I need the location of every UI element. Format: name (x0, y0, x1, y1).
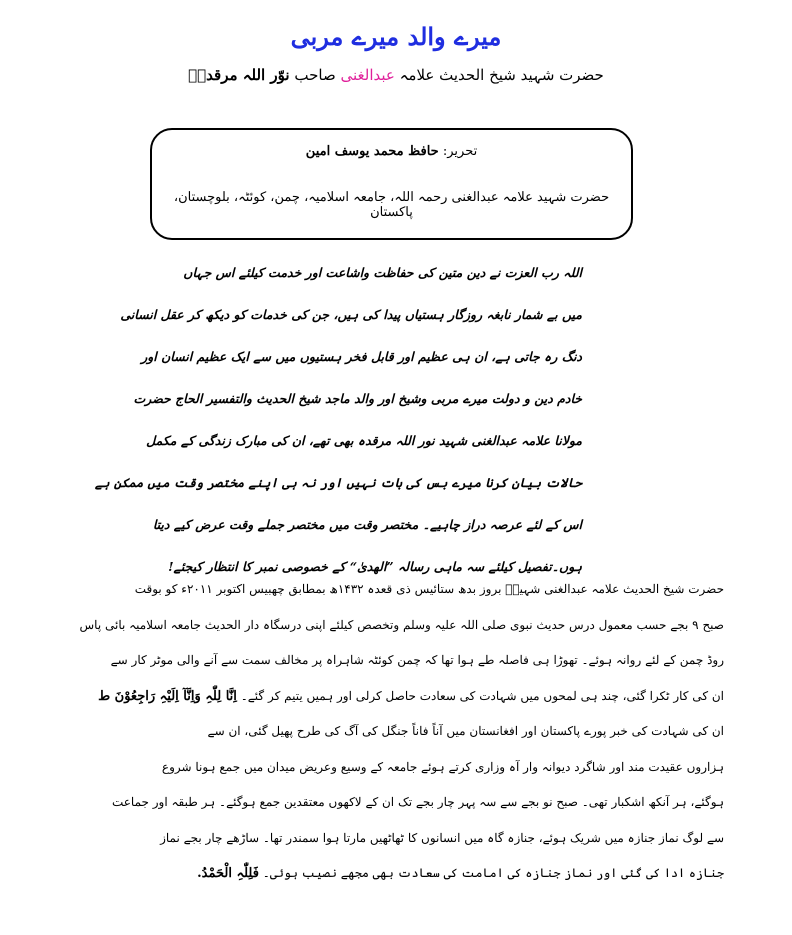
body-line: حضرت شیخ الحدیث علامہ عبدالغنی شہیدؒ بروز بدھ ستائیس ذی قعدہ ۱۴۳۲ھ بمطابق چھبیس اکتوبر ۲۰۱۱ء کو بوقت (134, 582, 724, 596)
body-line: روڈ چمن کے لئے روانہ ہوئے۔ تھوڑا ہی فاصلہ طے ہوا تھا کہ چمن کوئٹہ شاہراہ پر مخالف سمت سے آنے والی موٹر کار سے (110, 653, 724, 667)
author-byline (152, 144, 631, 159)
author-label: تحریر: (442, 144, 478, 159)
author-dedication: حضرت شہید علامہ عبدالغنی رحمہ اللہ، جامعہ اسلامیہ، چمن، کوئٹہ، بلوچستان، پاکستان (173, 190, 610, 220)
article-subtitle (0, 66, 792, 84)
body-text-span: جنازہ ادا کی گئی اور نماز جنازہ کی امامت کی سعادت بھی مجھے نصیب ہوئی۔ (262, 866, 724, 880)
author-name: حافظ محمد یوسف امین (305, 144, 439, 159)
intro-line: اس کے لئے عرصہ دراز چاہیے۔ مختصر وقت میں مختصر جملے وقت عرض کیے دیتا (152, 517, 582, 532)
body-line (68, 862, 724, 898)
intro-line: ہوں۔تفصیل کیلئے سہ ماہی رسالہ ”الھدیٰ“ کے خصوصی نمبر کا انتظار کیجئے! (168, 559, 582, 574)
intro-line: مولانا علامہ عبدالغنی شہید نور اللہ مرقدہ بھی تھے، ان کی مبارک زندگی کے مکمل (146, 433, 582, 448)
author-box (150, 128, 633, 240)
intro-paragraph (94, 262, 582, 598)
body-text-span: ان کی کار ٹکرا گئی، چند ہی لمحوں میں شہادت کی سعادت حاصل کرلی اور ہمیں یتیم کر گئے۔ (240, 688, 724, 703)
body-paragraph (68, 578, 724, 898)
body-line: ہوگئے، ہر آنکھ اشکبار تھی۔ صبح نو بجے سے سہ پہر چار بجے تک ان کے لاکھوں معتقدین جمع ہوگئے۔ ہر طبقہ اور جماعت (111, 795, 724, 809)
intro-line: دنگ رہ جاتی ہے، ان ہی عظیم اور قابل فخر ہستیوں میں سے ایک عظیم انسان اور (141, 349, 582, 364)
body-line: سے لوگ نماز جنازہ میں شریک ہوئے، جنازہ گاہ میں انسانوں کا ٹھاٹھیں مارتا ہوا سمندر تھا۔ ساڑھے چار بجے نماز (160, 830, 724, 845)
subtitle-honorific: نوّر اللہ مرقدہٗ (188, 66, 290, 84)
intro-line: میں بے شمار نابغہ روزگار ہستیاں پیدا کی ہیں، جن کی خدمات کو دیکھ کر عقل انسانی (120, 307, 582, 322)
article-title: میرے والد میرے مربی (290, 22, 502, 51)
body-line: ان کی شہادت کی خبر پورے پاکستان اور افغانستان میں آناً فاناً جنگل کی آگ کی طرح پھیل گئی، ان سے (207, 724, 724, 738)
intro-line: حالات بیان کرنا میرے بس کی بات نہیں اور نہ ہی اپنے مختصر وقت میں ممکن ہے (94, 475, 582, 490)
intro-line: خادم دین و دولت میرے مربی وشیخ اور والد ماجد شیخ الحدیث والتفسیر الحاج حضرت (133, 391, 582, 406)
subtitle-name: عبدالغنی (340, 66, 395, 84)
body-line (68, 685, 724, 721)
quran-phrase: فَلِلّٰہِ الْحَمْدُ. (197, 866, 259, 881)
subtitle-suffix: صاحب (294, 66, 336, 84)
intro-line: اللہ رب العزت نے دین متین کی حفاظت واشاعت اور خدمت کیلئے اس جہاں (183, 265, 582, 280)
quran-verse: اِنَّا لِلّٰہِ وَاِنَّآ اِلَیْہِ رَاجِعُوْنَ ط (98, 688, 237, 704)
body-line: صبح ۹ بجے حسب معمول درس حدیث نبوی صلی اللہ علیہ وسلم وتخصص کیلئے اپنی درسگاہ دار الحدیث جامعہ اسلامیہ بائی پاس (79, 617, 724, 632)
subtitle-prefix: حضرت شہید شیخ الحدیث علامہ (399, 66, 604, 84)
body-line: ہزاروں عقیدت مند اور شاگرد دیوانہ وار آہ وزاری کرتے ہوئے جامعہ کے وسیع وعریض میدان میں جمع ہونا شروع (161, 759, 724, 774)
